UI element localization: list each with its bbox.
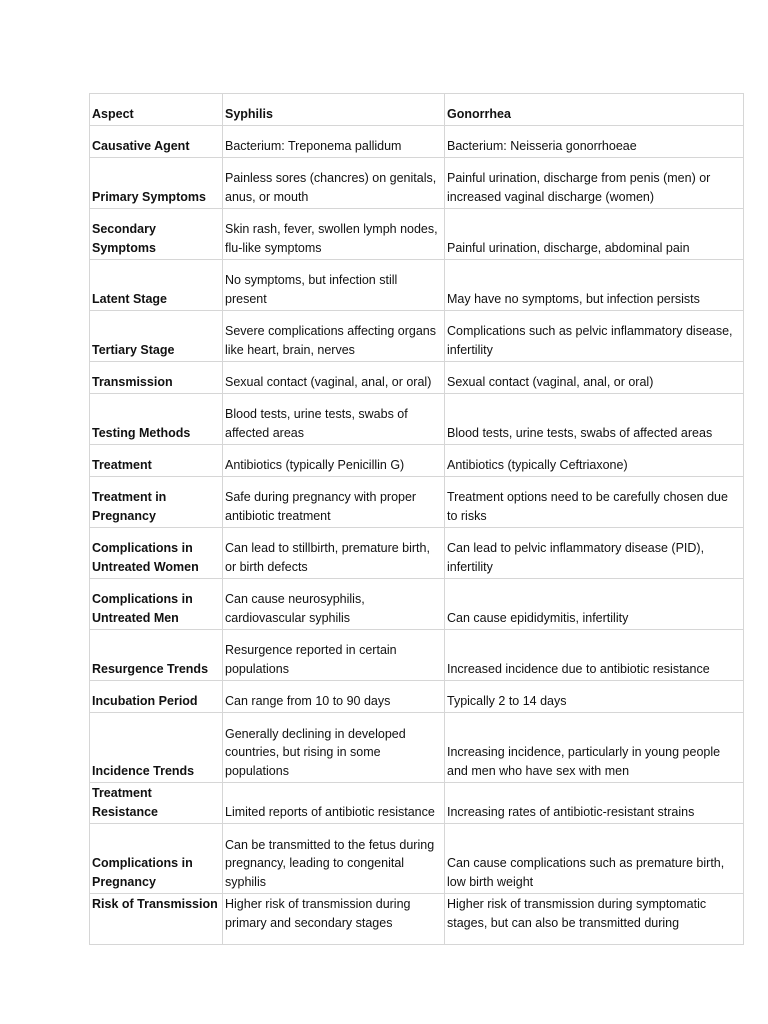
gonorrhea-cell: Can cause epididymitis, infertility xyxy=(445,579,744,630)
table-row xyxy=(90,362,744,394)
aspect-cell: Complications in Untreated Men xyxy=(90,579,223,630)
syphilis-cell: Bacterium: Treponema pallidum xyxy=(223,126,445,158)
table-row xyxy=(90,445,744,477)
aspect-cell: Tertiary Stage xyxy=(90,311,223,362)
syphilis-cell: Limited reports of antibiotic resistance xyxy=(223,783,445,824)
syphilis-cell: Can cause neurosyphilis, cardiovascular syphilis xyxy=(223,579,445,630)
aspect-cell: Treatment in Pregnancy xyxy=(90,477,223,528)
gonorrhea-cell: Painful urination, discharge from penis (men) or increased vaginal discharge (women) xyxy=(445,158,744,209)
table-row xyxy=(90,311,744,362)
gonorrhea-cell: Higher risk of transmission during symptomatic stages, but can also be transmitted during xyxy=(445,894,744,945)
aspect-cell: Incidence Trends xyxy=(90,713,223,783)
table-row xyxy=(90,681,744,713)
table-row xyxy=(90,394,744,445)
syphilis-cell: Can be transmitted to the fetus during pregnancy, leading to congenital syphilis xyxy=(223,824,445,894)
header-cell-aspect: Aspect xyxy=(90,94,223,126)
table-row xyxy=(90,630,744,681)
header-cell-syphilis: Syphilis xyxy=(223,94,445,126)
gonorrhea-cell: Antibiotics (typically Ceftriaxone) xyxy=(445,445,744,477)
table-row xyxy=(90,783,744,824)
gonorrhea-cell: Treatment options need to be carefully chosen due to risks xyxy=(445,477,744,528)
syphilis-cell: Generally declining in developed countries, but rising in some populations xyxy=(223,713,445,783)
gonorrhea-cell: Typically 2 to 14 days xyxy=(445,681,744,713)
syphilis-cell: Sexual contact (vaginal, anal, or oral) xyxy=(223,362,445,394)
gonorrhea-cell: Bacterium: Neisseria gonorrhoeae xyxy=(445,126,744,158)
gonorrhea-cell: Increasing incidence, particularly in young people and men who have sex with men xyxy=(445,713,744,783)
syphilis-cell: Severe complications affecting organs like heart, brain, nerves xyxy=(223,311,445,362)
gonorrhea-cell: Can lead to pelvic inflammatory disease (PID), infertility xyxy=(445,528,744,579)
syphilis-cell: Can range from 10 to 90 days xyxy=(223,681,445,713)
table-row xyxy=(90,209,744,260)
syphilis-cell: No symptoms, but infection still present xyxy=(223,260,445,311)
syphilis-cell: Skin rash, fever, swollen lymph nodes, flu-like symptoms xyxy=(223,209,445,260)
comparison-table xyxy=(89,93,744,945)
aspect-cell: Treatment Resistance xyxy=(90,783,223,824)
aspect-cell: Incubation Period xyxy=(90,681,223,713)
table-row xyxy=(90,579,744,630)
table-header-row xyxy=(90,94,744,126)
gonorrhea-cell: May have no symptoms, but infection persists xyxy=(445,260,744,311)
aspect-cell: Testing Methods xyxy=(90,394,223,445)
gonorrhea-cell: Complications such as pelvic inflammatory disease, infertility xyxy=(445,311,744,362)
syphilis-cell: Can lead to stillbirth, premature birth, or birth defects xyxy=(223,528,445,579)
table-row xyxy=(90,713,744,783)
aspect-cell: Latent Stage xyxy=(90,260,223,311)
syphilis-cell: Blood tests, urine tests, swabs of affected areas xyxy=(223,394,445,445)
gonorrhea-cell: Blood tests, urine tests, swabs of affected areas xyxy=(445,394,744,445)
aspect-cell: Transmission xyxy=(90,362,223,394)
table-row xyxy=(90,158,744,209)
syphilis-cell: Higher risk of transmission during primary and secondary stages xyxy=(223,894,445,945)
aspect-cell: Complications in Pregnancy xyxy=(90,824,223,894)
gonorrhea-cell: Sexual contact (vaginal, anal, or oral) xyxy=(445,362,744,394)
aspect-cell: Secondary Symptoms xyxy=(90,209,223,260)
gonorrhea-cell: Painful urination, discharge, abdominal pain xyxy=(445,209,744,260)
gonorrhea-cell: Increasing rates of antibiotic-resistant strains xyxy=(445,783,744,824)
aspect-cell: Primary Symptoms xyxy=(90,158,223,209)
aspect-cell: Resurgence Trends xyxy=(90,630,223,681)
table-row xyxy=(90,126,744,158)
syphilis-cell: Resurgence reported in certain populations xyxy=(223,630,445,681)
aspect-cell: Treatment xyxy=(90,445,223,477)
table-row xyxy=(90,894,744,945)
table-row xyxy=(90,824,744,894)
syphilis-cell: Antibiotics (typically Penicillin G) xyxy=(223,445,445,477)
aspect-cell: Causative Agent xyxy=(90,126,223,158)
syphilis-cell: Safe during pregnancy with proper antibiotic treatment xyxy=(223,477,445,528)
gonorrhea-cell: Can cause complications such as premature birth, low birth weight xyxy=(445,824,744,894)
gonorrhea-cell: Increased incidence due to antibiotic resistance xyxy=(445,630,744,681)
header-cell-gonorrhea: Gonorrhea xyxy=(445,94,744,126)
aspect-cell: Risk of Transmission xyxy=(90,894,223,945)
table-row xyxy=(90,260,744,311)
table-row xyxy=(90,477,744,528)
syphilis-cell: Painless sores (chancres) on genitals, anus, or mouth xyxy=(223,158,445,209)
table-row xyxy=(90,528,744,579)
aspect-cell: Complications in Untreated Women xyxy=(90,528,223,579)
